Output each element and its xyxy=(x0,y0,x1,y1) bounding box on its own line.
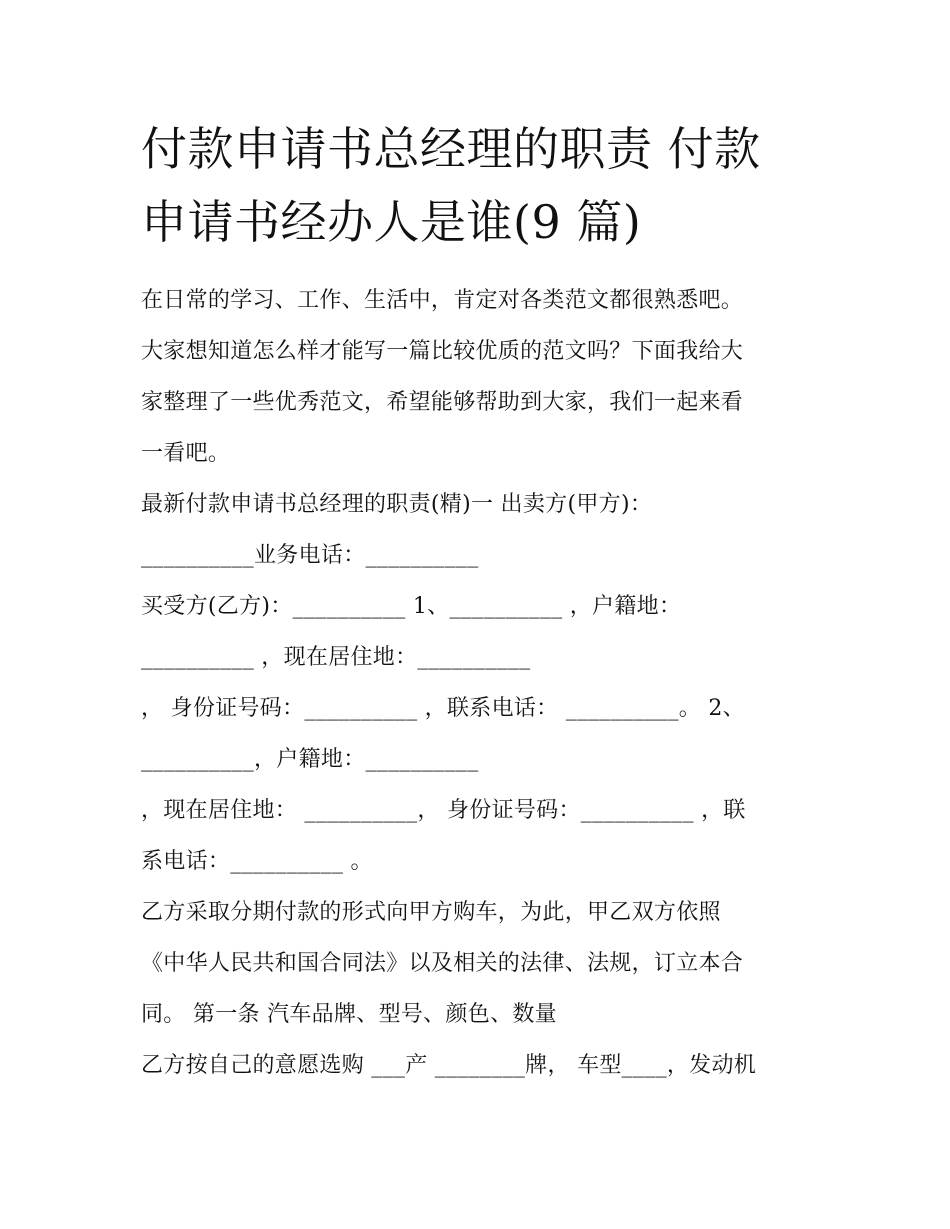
body-line-14: 《中华人民共和国合同法》以及相关的法律、法规，订立本合 xyxy=(141,951,744,976)
body-line-3: 家整理了一些优秀范文，希望能够帮助到大家，我们一起来看 xyxy=(141,390,744,415)
body-line-6: __________业务电话：__________ xyxy=(141,543,479,568)
body-line-11: ，现在居住地： __________， 身份证号码：__________ ，联 xyxy=(141,798,746,823)
body-line-12: 系电话：__________ 。 xyxy=(141,849,373,874)
body-line-15: 同。 第一条 汽车品牌、型号、颜色、数量 xyxy=(141,1002,557,1027)
title-line-2: 申请书经办人是谁(9 篇) xyxy=(141,195,642,249)
document-title xyxy=(141,113,821,259)
body-line-10: __________，户籍地：__________ xyxy=(141,747,479,772)
document-body xyxy=(141,275,821,1091)
body-line-8: __________ ，现在居住地：__________ xyxy=(141,645,531,670)
body-line-1: 在日常的学习、工作、生活中，肯定对各类范文都很熟悉吧。 xyxy=(141,288,744,313)
body-line-7: 买受方(乙方)：__________ 1、__________ ，户籍地： xyxy=(141,594,682,619)
body-line-9: ， 身份证号码：__________ ，联系电话： __________。 2、 xyxy=(141,696,745,721)
body-line-2: 大家想知道怎么样才能写一篇比较优质的范文吗？下面我给大 xyxy=(141,339,744,364)
body-line-13: 乙方采取分期付款的形式向甲方购车，为此，甲乙双方依照 xyxy=(141,900,721,925)
body-line-5: 最新付款申请书总经理的职责(精)一 出卖方(甲方)： xyxy=(141,492,653,517)
title-line-1: 付款申请书总经理的职责 付款 xyxy=(141,122,761,176)
body-line-16: 乙方按自己的意愿选购 ___产 ________牌， 车型____，发动机 xyxy=(141,1053,757,1078)
body-line-4: 一看吧。 xyxy=(141,441,231,466)
